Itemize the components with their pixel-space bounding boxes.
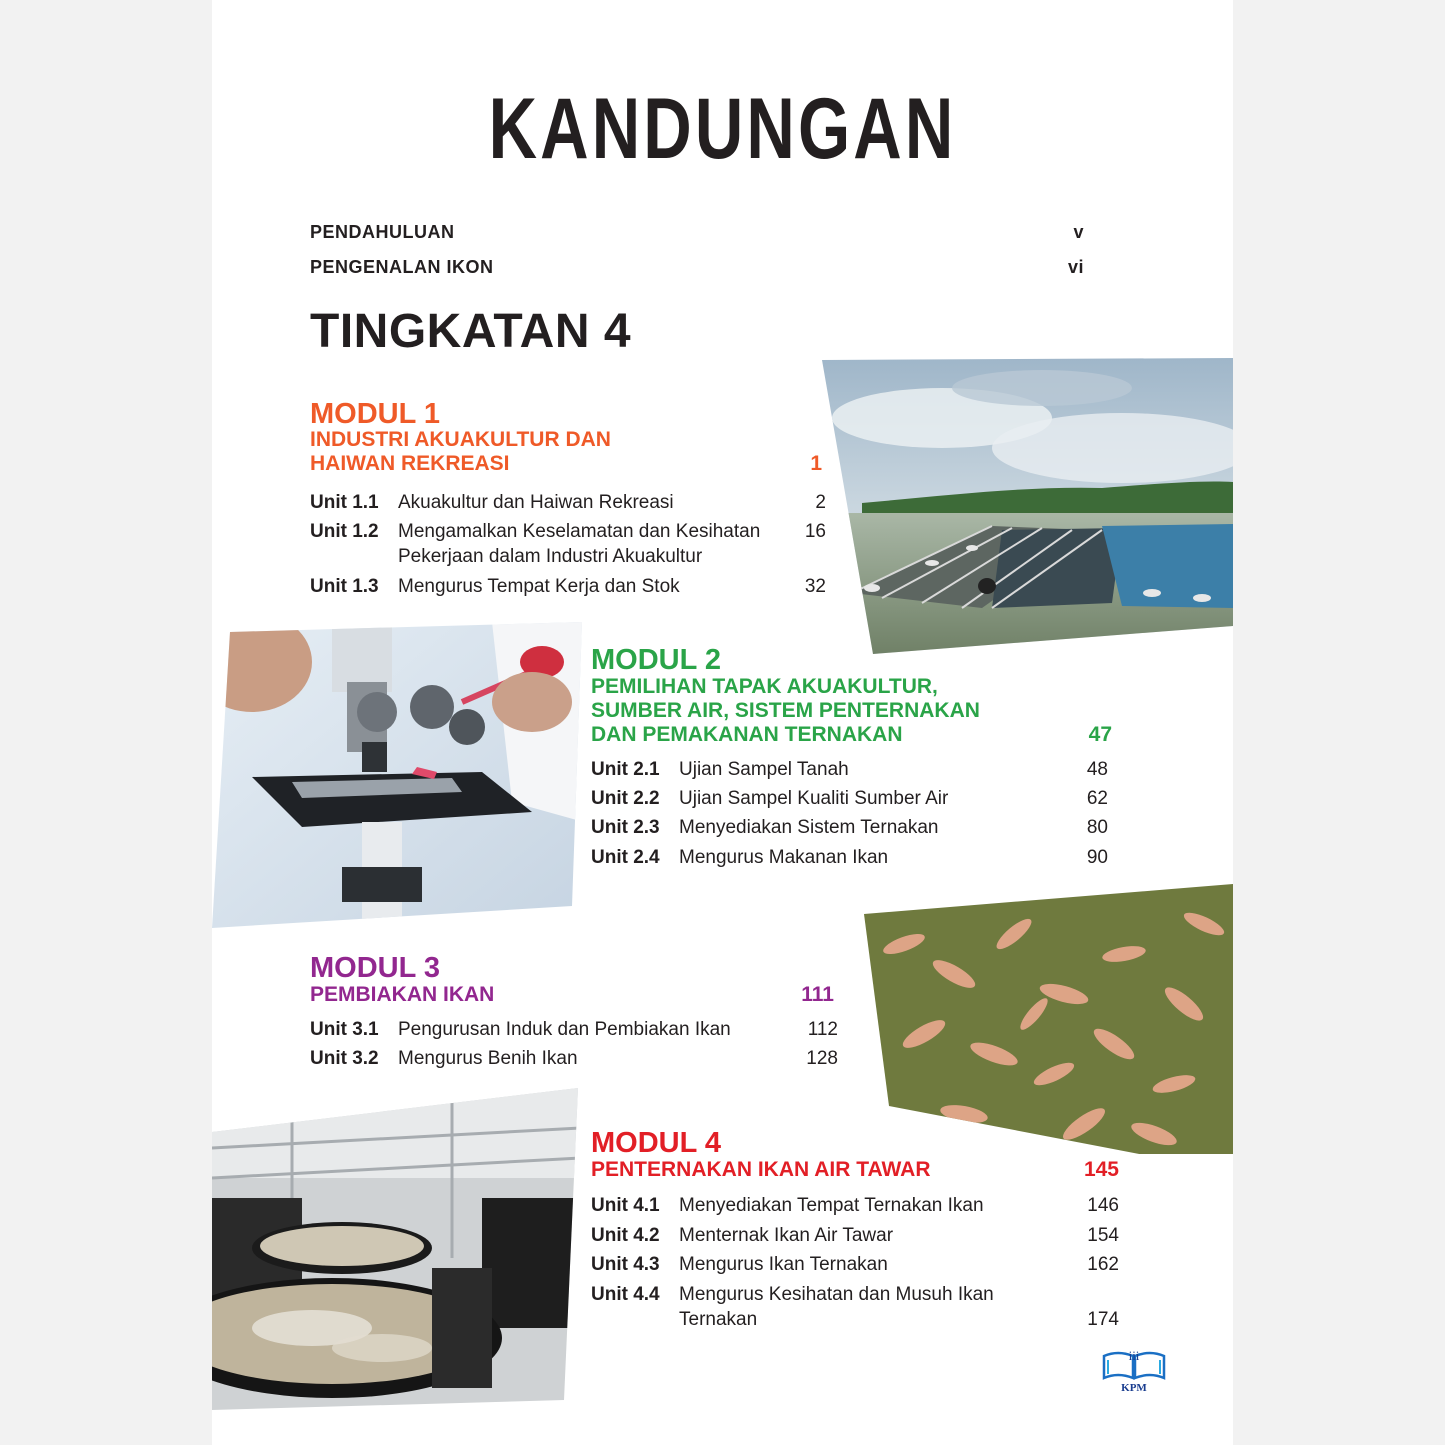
subtitle-line: SUMBER AIR, SISTEM PENTERNAKAN xyxy=(591,699,980,722)
unit-page: 112 xyxy=(807,1019,838,1040)
front-matter-label: PENGENALAN IKON xyxy=(310,257,494,277)
unit-label: Unit 4.4 xyxy=(591,1284,660,1305)
unit-title: Mengurus Kesihatan dan Musuh Ikan xyxy=(679,1284,994,1305)
module-2-subtitle xyxy=(591,675,980,747)
unit-row[interactable] xyxy=(591,845,1108,870)
unit-label: Unit 1.2 xyxy=(310,521,379,542)
unit-page: 16 xyxy=(804,521,826,542)
unit-label: Unit 2.1 xyxy=(591,759,660,780)
unit-title: Pengurusan Induk dan Pembiakan Ikan xyxy=(398,1019,731,1040)
module-2-heading: MODUL 2 xyxy=(591,644,721,676)
section-heading: TINGKATAN 4 xyxy=(310,305,632,358)
unit-page: 154 xyxy=(1087,1225,1119,1246)
front-matter-item[interactable] xyxy=(310,257,1084,278)
unit-title-cont: Pekerjaan dalam Industri Akuakultur xyxy=(398,546,703,567)
unit-title: Mengurus Tempat Kerja dan Stok xyxy=(398,576,680,597)
hatchery-tanks-photo xyxy=(212,1088,580,1412)
module-2-page: 47 xyxy=(1088,723,1112,746)
front-matter-page: vi xyxy=(1067,257,1084,277)
unit-label: Unit 3.2 xyxy=(310,1048,379,1069)
unit-row[interactable] xyxy=(310,1046,838,1071)
unit-label: Unit 4.3 xyxy=(591,1254,660,1275)
subtitle-line: PEMBIAKAN IKAN xyxy=(310,983,495,1006)
unit-row[interactable] xyxy=(591,1252,1119,1277)
unit-title: Akuakultur dan Haiwan Rekreasi xyxy=(398,492,674,513)
unit-row[interactable] xyxy=(591,1223,1119,1248)
unit-label: Unit 4.1 xyxy=(591,1195,660,1216)
unit-title: Ujian Sampel Kualiti Sumber Air xyxy=(679,788,949,809)
unit-page: 162 xyxy=(1087,1254,1119,1275)
unit-label: Unit 2.3 xyxy=(591,817,660,838)
module-4-page: 145 xyxy=(1083,1158,1119,1181)
unit-label: Unit 3.1 xyxy=(310,1019,379,1040)
page-number: iii xyxy=(1128,1348,1140,1363)
module-1-heading: MODUL 1 xyxy=(310,398,440,430)
unit-title: Mengurus Benih Ikan xyxy=(398,1048,578,1069)
logo-text: KPM xyxy=(1121,1382,1147,1394)
unit-row[interactable] xyxy=(310,490,826,515)
page-title: KANDUNGAN xyxy=(488,81,957,177)
unit-title: Mengurus Ikan Ternakan xyxy=(679,1254,888,1275)
unit-page: 48 xyxy=(1086,759,1108,780)
unit-title: Ujian Sampel Tanah xyxy=(679,759,849,780)
unit-title: Mengurus Makanan Ikan xyxy=(679,847,889,868)
unit-page: 146 xyxy=(1087,1195,1119,1216)
unit-title-cont: Ternakan xyxy=(679,1309,758,1330)
unit-row[interactable] xyxy=(591,757,1108,782)
subtitle-line: PENTERNAKAN IKAN AIR TAWAR xyxy=(591,1158,931,1181)
unit-label: Unit 1.1 xyxy=(310,492,379,513)
fish-cage-photo xyxy=(822,358,1233,656)
front-matter-label: PENDAHULUAN xyxy=(310,222,455,242)
unit-page: 32 xyxy=(804,576,826,597)
unit-row[interactable] xyxy=(591,1282,1119,1332)
kpm-book-logo xyxy=(1100,1346,1168,1398)
subtitle-line: DAN PEMAKANAN TERNAKAN xyxy=(591,723,903,746)
unit-row[interactable] xyxy=(310,1017,838,1042)
front-matter-page: v xyxy=(1073,222,1084,242)
unit-label: Unit 1.3 xyxy=(310,576,379,597)
subtitle-line: INDUSTRI AKUAKULTUR DAN xyxy=(310,428,611,451)
unit-page: 90 xyxy=(1086,847,1108,868)
module-1-subtitle xyxy=(310,428,611,476)
subtitle-line: HAIWAN REKREASI xyxy=(310,452,510,475)
unit-page: 2 xyxy=(815,492,826,513)
front-matter-item[interactable] xyxy=(310,222,1084,243)
unit-title: Menternak Ikan Air Tawar xyxy=(679,1225,894,1246)
unit-page: 80 xyxy=(1086,817,1108,838)
unit-row[interactable] xyxy=(591,815,1108,840)
module-1-page: 1 xyxy=(810,452,822,475)
unit-row[interactable] xyxy=(591,1193,1119,1218)
unit-row[interactable] xyxy=(591,786,1108,811)
module-3-heading: MODUL 3 xyxy=(310,952,440,984)
unit-row[interactable] xyxy=(310,519,826,569)
microscope-photo xyxy=(212,622,584,930)
unit-page: 174 xyxy=(1087,1309,1119,1330)
unit-label: Unit 4.2 xyxy=(591,1225,660,1246)
unit-row[interactable] xyxy=(310,574,826,599)
module-3-subtitle xyxy=(310,983,494,1007)
unit-page: 62 xyxy=(1086,788,1108,809)
module-4-heading: MODUL 4 xyxy=(591,1127,721,1159)
unit-label: Unit 2.2 xyxy=(591,788,660,809)
contents-page xyxy=(212,0,1233,1445)
unit-page: 128 xyxy=(806,1048,838,1069)
module-4-subtitle xyxy=(591,1158,931,1182)
fish-school-photo xyxy=(864,884,1233,1154)
module-3-page: 111 xyxy=(801,983,834,1006)
unit-title: Menyediakan Tempat Ternakan Ikan xyxy=(679,1195,984,1216)
subtitle-line: PEMILIHAN TAPAK AKUAKULTUR, xyxy=(591,675,938,698)
unit-label: Unit 2.4 xyxy=(591,847,660,868)
unit-title: Menyediakan Sistem Ternakan xyxy=(679,817,939,838)
unit-title: Mengamalkan Keselamatan dan Kesihatan xyxy=(398,521,761,542)
